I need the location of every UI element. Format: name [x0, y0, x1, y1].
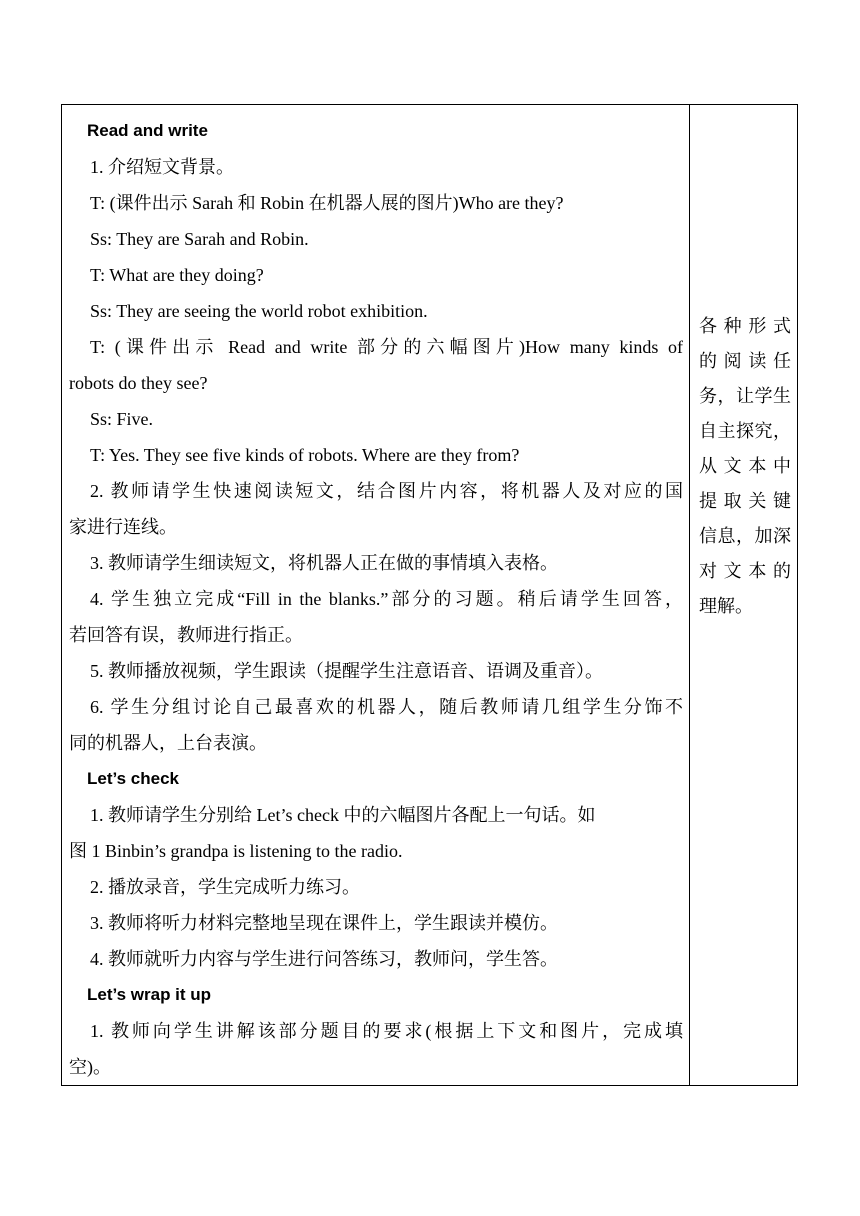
intent-line: 务，让学生: [699, 386, 791, 406]
procedure-line: robots do they see?: [69, 373, 208, 393]
procedure-line: 6. 学生分组讨论自己最喜欢的机器人，随后教师请几组学生分饰不: [90, 697, 683, 717]
procedure-line: 3. 教师请学生细读短文，将机器人正在做的事情填入表格。: [90, 553, 558, 573]
procedure-line: Ss: They are Sarah and Robin.: [90, 229, 309, 249]
procedure-line: 4. 教师就听力内容与学生进行问答练习，教师问，学生答。: [90, 949, 558, 969]
procedure-line: 同的机器人，上台表演。: [69, 733, 267, 753]
procedure-line: Ss: Five.: [90, 409, 154, 429]
procedure-line: 5. 教师播放视频，学生跟读（提醒学生注意语音、语调及重音）。: [90, 661, 603, 681]
procedure-line: 空)。: [69, 1057, 111, 1077]
procedure-line: 家进行连线。: [69, 517, 177, 537]
intent-line: 信息，加深: [699, 526, 791, 546]
intent-line: 对文本的: [699, 561, 791, 581]
procedure-line: 4. 学生独立完成“Fill in the blanks.”部分的习题。稍后请学生回答，: [90, 589, 683, 609]
section-heading-read-and-write: Read and write: [87, 121, 208, 140]
section-heading-lets-wrap-it-up: Let’s wrap it up: [87, 985, 212, 1004]
procedure-line: T: What are they doing?: [90, 265, 264, 285]
procedure-line: 若回答有误，教师进行指正。: [69, 625, 303, 645]
procedure-line: 1. 教师向学生讲解该部分题目的要求(根据上下文和图片，完成填: [90, 1021, 683, 1041]
section-heading-lets-check: Let’s check: [87, 769, 179, 788]
intent-line: 理解。: [699, 596, 753, 616]
procedure-line: 3. 教师将听力材料完整地呈现在课件上，学生跟读并模仿。: [90, 913, 558, 933]
procedure-line: 2. 教师请学生快速阅读短文，结合图片内容，将机器人及对应的国: [90, 481, 683, 501]
lesson-plan-table: [61, 104, 798, 1086]
procedure-line: T: (课件出示 Read and write 部分的六幅图片)How many kinds of: [90, 337, 683, 357]
procedure-line: 1. 介绍短文背景。: [90, 157, 234, 177]
procedure-line: T: (课件出示 Sarah 和 Robin 在机器人展的图片)Who are they?: [90, 193, 564, 213]
procedure-line: T: Yes. They see five kinds of robots. Where are they from?: [90, 445, 520, 465]
intent-line: 自主探究，: [699, 421, 791, 441]
procedure-line: Ss: They are seeing the world robot exhibition.: [90, 301, 428, 321]
procedure-line: 2. 播放录音，学生完成听力练习。: [90, 877, 360, 897]
procedure-line: 图 1 Binbin’s grandpa is listening to the radio.: [69, 841, 403, 861]
design-intent-cell: [690, 105, 798, 624]
intent-line: 的阅读任: [699, 351, 791, 371]
teaching-procedure-cell: [62, 105, 689, 1085]
intent-line: 从文本中: [699, 456, 791, 476]
procedure-line: 1. 教师请学生分别给 Let’s check 中的六幅图片各配上一句话。如: [90, 805, 596, 825]
intent-line: 提取关键: [699, 491, 791, 511]
intent-line: 各种形式: [699, 316, 791, 336]
